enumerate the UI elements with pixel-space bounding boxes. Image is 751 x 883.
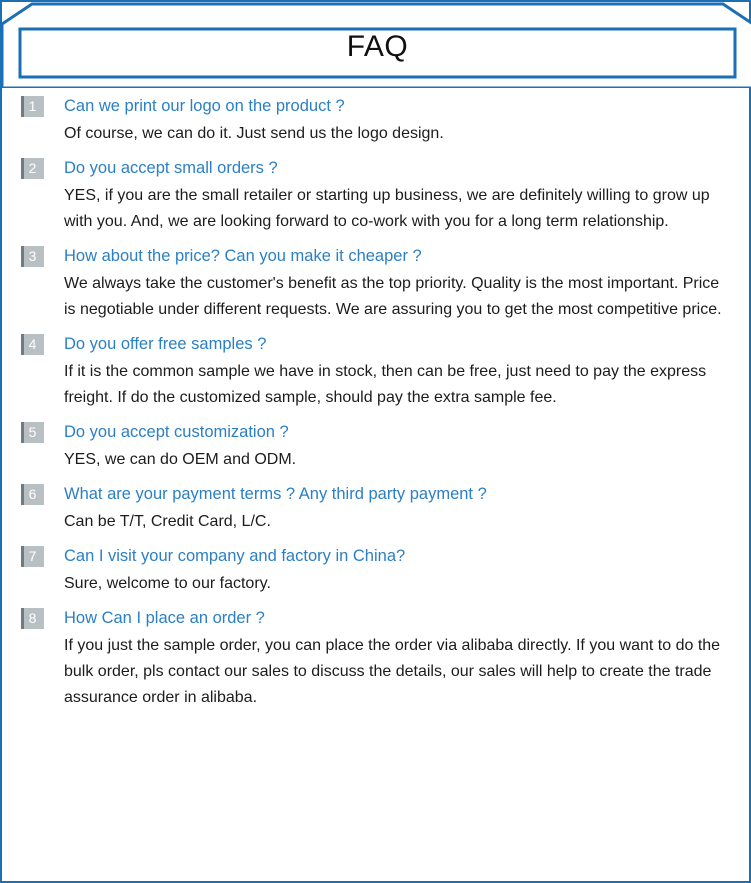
faq-item xyxy=(18,420,733,473)
faq-number-badge: 7 xyxy=(21,546,44,567)
faq-number-badge: 3 xyxy=(21,246,44,267)
faq-item xyxy=(18,544,733,597)
faq-question: Do you accept customization ? xyxy=(64,423,289,441)
faq-question: How about the price? Can you make it cheaper ? xyxy=(64,247,422,265)
faq-number-badge: 1 xyxy=(21,96,44,117)
faq-answer: We always take the customer's benefit as the top priority. Quality is the most important. Price is negotiable under different requests. We are assuring you to get the most competitive price. xyxy=(64,275,722,318)
faq-item xyxy=(18,244,733,323)
page-title: FAQ xyxy=(346,30,409,63)
faq-question: How Can I place an order ? xyxy=(64,609,265,627)
faq-answer: Can be T/T, Credit Card, L/C. xyxy=(64,513,271,530)
faq-answer: Sure, welcome to our factory. xyxy=(64,575,271,592)
faq-item xyxy=(18,332,733,411)
faq-item xyxy=(18,482,733,535)
faq-question: Do you accept small orders ? xyxy=(64,159,278,177)
faq-question: Do you offer free samples ? xyxy=(64,335,267,353)
faq-number-badge: 2 xyxy=(21,158,44,179)
faq-answer: YES, if you are the small retailer or starting up business, we are definitely willing to grow up with you. And, we are looking forward to co-work with you for a long term relationship. xyxy=(64,187,710,230)
faq-number-badge: 8 xyxy=(21,608,44,629)
faq-answer: Of course, we can do it. Just send us the logo design. xyxy=(64,125,444,142)
faq-item xyxy=(18,94,733,147)
faq-question: What are your payment terms ? Any third party payment ? xyxy=(64,485,487,503)
faq-answer: YES, we can do OEM and ODM. xyxy=(64,451,297,468)
faq-question: Can we print our logo on the product ? xyxy=(64,97,345,115)
faq-answer: If you just the sample order, you can place the order via alibaba directly. If you want to do the bulk order, pls contact our sales to discuss the details, our sales will help to create the trade assurance order in alibaba. xyxy=(64,637,721,706)
faq-number-badge: 6 xyxy=(21,484,44,505)
faq-item xyxy=(18,156,733,235)
faq-answer: If it is the common sample we have in stock, then can be free, just need to pay the express freight. If do the customized sample, should pay the extra sample fee. xyxy=(64,363,707,406)
faq-item xyxy=(18,606,733,711)
faq-question: Can I visit your company and factory in China? xyxy=(64,547,406,565)
faq-header xyxy=(2,2,749,88)
faq-number-badge: 5 xyxy=(21,422,44,443)
faq-number-badge: 4 xyxy=(21,334,44,355)
faq-list xyxy=(2,88,749,711)
